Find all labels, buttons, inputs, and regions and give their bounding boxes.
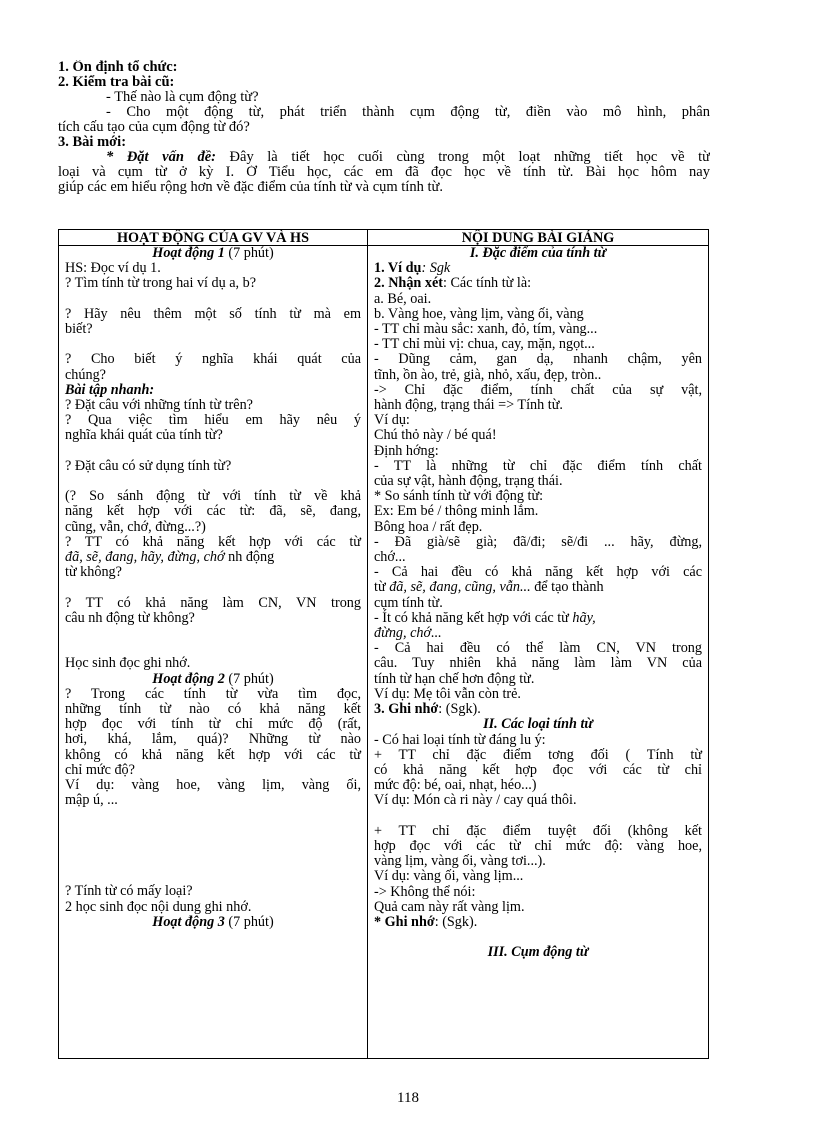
table-header-row — [59, 230, 709, 246]
lead-paragraph-a — [58, 150, 710, 165]
right-italic: hãy, — [572, 609, 596, 626]
left-line: ? Cho biết ý nghĩa khái quát của — [65, 351, 361, 368]
left-line: câu nh động từ không? — [65, 609, 195, 626]
right-line: - TT chỉ màu sắc: xanh, đỏ, tím, vàng... — [374, 321, 598, 338]
left-line: ? Qua việc tìm hiểu em hãy nêu ý — [65, 412, 361, 429]
left-line: ? TT có khả năng làm CN, VN trong — [65, 594, 361, 611]
page-number: 118 — [397, 1090, 419, 1106]
left-line: ? Đặt câu có sử dụng tính từ? — [65, 457, 232, 474]
left-line: ? Hãy nêu thêm một số tính từ mà em — [65, 305, 361, 322]
lead-paragraph-b: loại và cụm từ ở kỳ I. Ở Tiểu học, các em đã đọc học về tính từ. Bài học hôm nay — [58, 165, 710, 180]
right-line — [374, 611, 702, 626]
left-line: chúng? — [65, 366, 106, 383]
activities-column — [59, 246, 368, 1059]
right-line: - Dũng cảm, gan dạ, nhanh chậm, yên — [374, 351, 702, 368]
right-line: Định hớng: — [374, 442, 439, 459]
spacer — [65, 337, 361, 352]
left-line: từ không? — [65, 564, 122, 581]
left-line: mập ú, ... — [65, 792, 118, 809]
right-line: - Có hai loại tính từ đáng lu ý: — [374, 731, 546, 748]
right-text: - Ít có khả năng kết hợp với các từ — [374, 609, 573, 626]
content-column — [368, 246, 709, 1059]
right-line: hành động, trạng thái => Tính từ. — [374, 397, 563, 414]
right-line — [374, 580, 702, 595]
right-line: - TT là những từ chỉ đặc điểm tính chất — [374, 457, 702, 474]
spacer — [65, 626, 361, 641]
right-line: vàng lịm, vàng ối, vàng tơi...). — [374, 853, 546, 870]
right-text: để tạo thành — [530, 579, 604, 596]
right-line: Ví dụ: vàng ối, vàng lịm... — [374, 868, 524, 885]
memo-label: * Ghi nhớ — [374, 913, 435, 930]
left-line: những tính từ nào có khả năng kết — [65, 700, 361, 717]
spacer — [65, 869, 361, 884]
activity-1-heading — [65, 246, 361, 261]
left-line: ? Đặt câu với những tính từ trên? — [65, 397, 253, 413]
activity-2-time: (7 phút) — [224, 670, 274, 687]
memo-text: : (Sgk). — [438, 701, 481, 718]
left-line: không có khả năng kết hợp với các từ — [65, 746, 361, 763]
spacer — [65, 854, 361, 869]
left-line-italic: đã, sẽ, đang, hãy, đừng, chớ — [65, 549, 225, 565]
right-line: câu. Tuy nhiên khả năng làm làm VN của — [374, 655, 702, 672]
right-line: - Cả hai đều có thể làm CN, VN trong — [374, 640, 702, 657]
right-line: Ví dụ: Món cà ri này / cay quá thôi. — [374, 792, 577, 809]
lead-label: * Đặt vấn đề: — [106, 150, 216, 165]
section-3-title: III. Cụm động từ — [487, 944, 589, 961]
left-line: nghĩa khái quát của tính từ? — [65, 427, 223, 444]
right-line: - Đã già/sẽ già; đã/đi; sẽ/đi ... hãy, đừng, — [374, 533, 702, 550]
right-line: chớ... — [374, 549, 406, 566]
right-line: mức độ: bé, oai, nhạt, héo...) — [374, 777, 537, 794]
left-line: ? Trong các tính từ vừa tìm đọc, — [65, 685, 361, 702]
spacer — [65, 580, 361, 595]
right-line: đừng, chớ... — [374, 625, 442, 642]
right-line: Ex: Em bé / thông minh lắm. — [374, 503, 539, 520]
memo-text: : (Sgk). — [434, 913, 478, 930]
left-line: ? Tính từ có mấy loại? — [65, 883, 193, 900]
right-line: tĩnh, ồn ào, trẻ, già, nhỏ, xấu, đẹp, tròn.. — [374, 366, 602, 383]
left-line: ? TT có khả năng kết hợp với các từ — [65, 533, 361, 550]
left-line: Ví dụ: vàng hoe, vàng lịm, vàng ối, — [65, 777, 361, 793]
left-line: biết? — [65, 321, 93, 337]
section-2-title: II. Các loại tính từ — [483, 716, 593, 733]
right-italic: đã, sẽ, đang, cũng, vẫn... — [389, 579, 531, 596]
left-line: chỉ mức độ? — [65, 761, 135, 778]
spacer — [65, 641, 361, 656]
quick-exercise-label: Bài tập nhanh: — [65, 381, 155, 398]
right-line: Ví dụ: Mẹ tôi vẫn còn trẻ. — [374, 685, 521, 702]
left-line: hợp đọc với tính từ chỉ mức độ (rất, — [65, 716, 361, 733]
activity-3-time: (7 phút) — [224, 913, 274, 930]
lesson-table — [58, 229, 709, 1059]
right-line: có khả năng kết hợp đọc với các từ chỉ — [374, 761, 702, 778]
review-question-1: - Thế nào là cụm động từ? — [106, 90, 259, 105]
example-ref: : Sgk — [421, 260, 451, 277]
spacer — [374, 930, 702, 945]
example-label: 1. Ví dụ — [374, 260, 422, 277]
activity-2-title: Hoạt động 2 — [152, 670, 225, 687]
right-line: Chú thỏ này / bé quá! — [374, 427, 497, 444]
right-line: hợp đọc với các từ chỉ mức độ: vàng hoe, — [374, 837, 702, 854]
page-body — [58, 60, 710, 195]
spacer — [65, 808, 361, 823]
right-line: - TT chỉ mùi vị: chua, cay, mặn, ngọt... — [374, 336, 595, 353]
review-question-2a: - Cho một động từ, phát triển thành cụm động từ, điền vào mô hình, phân — [106, 105, 710, 120]
table-body-row — [59, 246, 709, 1059]
activity-1-title: Hoạt động 1 — [152, 245, 225, 261]
left-line — [65, 550, 361, 565]
left-line: hơi, khá, lắm, quá)? Những từ nào — [65, 731, 361, 748]
observation-text: : Các tính từ là: — [442, 275, 532, 292]
activity-3-heading — [65, 915, 361, 930]
heading-review: 2. Kiểm tra bài cũ: — [58, 75, 175, 90]
right-line: b. Vàng hoe, vàng lịm, vàng ối, vàng — [374, 305, 584, 322]
right-line: -> Chỉ đặc điểm, tính chất của sự vật, — [374, 381, 702, 398]
right-line: Quả cam này rất vàng lịm. — [374, 898, 525, 915]
activity-2-heading — [65, 672, 361, 687]
heading-stabilize: 1. Ổn định tổ chức: — [58, 60, 178, 75]
left-line: 2 học sinh đọc nội dung ghi nhớ. — [65, 898, 252, 915]
right-line: của sự vật, hành động, trạng thái. — [374, 473, 563, 490]
heading-new-lesson: 3. Bài mới: — [58, 135, 127, 150]
header-teacher-student: HOẠT ĐỘNG CỦA GV VÀ HS — [59, 230, 368, 246]
left-line: ? Tìm tính từ trong hai ví dụ a, b? — [65, 275, 257, 292]
section-1-title: I. Đặc điểm của tính từ — [469, 245, 607, 261]
spacer — [65, 824, 361, 839]
left-line: (? So sánh động từ với tính từ về khả — [65, 488, 361, 505]
lead-text-a: Đây là tiết học cuối cùng trong một loạt những tiết học về từ — [215, 150, 710, 165]
right-text: từ — [374, 579, 390, 596]
memo-label: 3. Ghi nhớ — [374, 701, 439, 718]
right-line: + TT chỉ đặc điểm tuyệt đối (không kết — [374, 822, 702, 839]
right-line — [374, 702, 702, 717]
left-line-tail: nh động — [224, 549, 275, 565]
right-line: + TT chỉ đặc điểm tơng đối ( Tính từ — [374, 746, 702, 763]
left-line: cũng, vẫn, chớ, đừng...?) — [65, 518, 206, 535]
right-line: - Cả hai đều có khả năng kết hợp với các — [374, 564, 702, 581]
activity-1-time: (7 phút) — [224, 245, 274, 261]
left-line: năng kết hợp với các từ: đã, sẽ, đang, — [65, 503, 361, 520]
right-line — [374, 915, 702, 930]
header-lesson-content: NỘI DUNG BÀI GIẢNG — [368, 230, 709, 246]
spacer — [65, 839, 361, 854]
spacer — [65, 474, 361, 489]
spacer — [65, 444, 361, 459]
right-line: * So sánh tính từ với động từ: — [374, 488, 544, 505]
right-line: cụm tính từ. — [374, 594, 443, 611]
right-line: Ví dụ: — [374, 412, 410, 429]
right-line — [374, 276, 702, 291]
right-line: -> Không thể nói: — [374, 883, 476, 900]
lead-paragraph-c: giúp các em hiểu rộng hơn về đặc điểm của tính từ và cụm tính từ. — [58, 180, 443, 195]
observation-label: 2. Nhận xét — [374, 275, 443, 292]
left-line: Học sinh đọc ghi nhớ. — [65, 655, 191, 672]
activity-3-title: Hoạt động 3 — [152, 913, 225, 930]
spacer — [374, 809, 702, 824]
spacer — [65, 292, 361, 307]
left-line: HS: Đọc ví dụ 1. — [65, 260, 161, 277]
right-line: Bông hoa / rất đẹp. — [374, 518, 483, 535]
review-question-2b: tích cấu tạo của cụm động từ đó? — [58, 120, 250, 135]
right-line — [374, 261, 702, 276]
right-line: a. Bé, oai. — [374, 290, 432, 307]
right-line: tính từ hạn chế hơn động từ. — [374, 670, 535, 687]
